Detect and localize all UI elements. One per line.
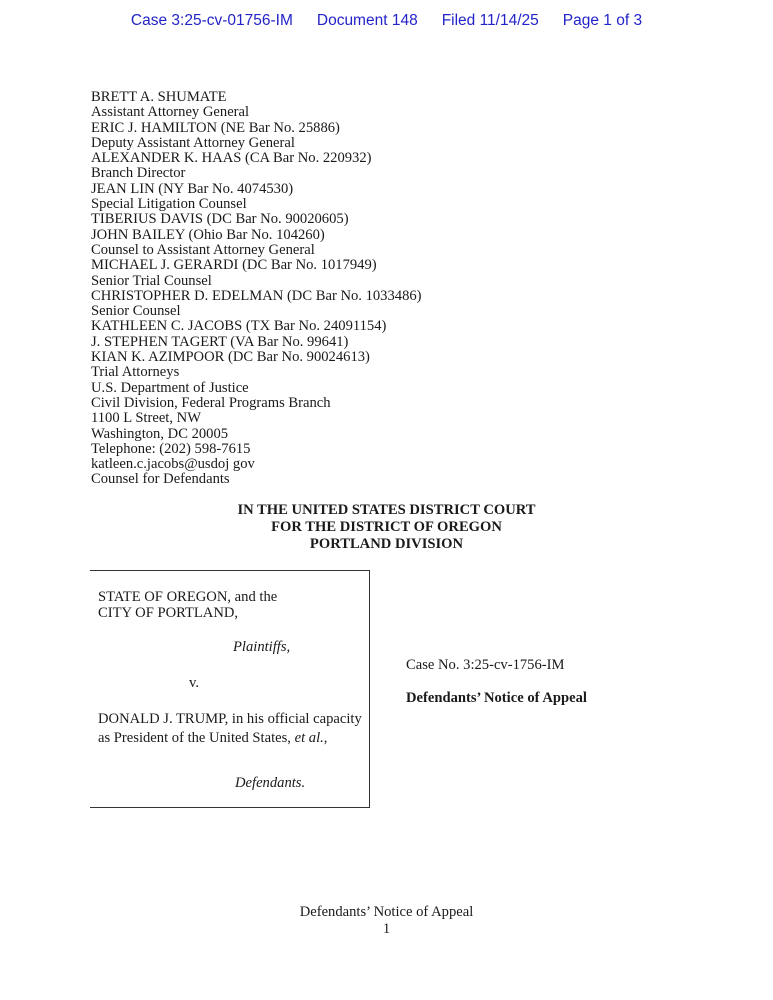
counsel-line: CHRISTOPHER D. EDELMAN (DC Bar No. 1033486): [91, 287, 422, 304]
defendants-label: Defendants.: [235, 775, 306, 791]
defendant-text: DONALD J. TRUMP, in his official capacity as President of the United States,: [98, 711, 362, 746]
plaintiff-line: CITY OF PORTLAND,: [98, 605, 239, 621]
counsel-line: Washington, DC 20005: [91, 425, 229, 442]
versus-label: v.: [189, 675, 199, 691]
case-caption-box: [90, 570, 370, 808]
counsel-line: JEAN LIN (NY Bar No. 4074530): [91, 180, 294, 197]
ecf-case-number: Case 3:25-cv-01756-IM: [130, 12, 293, 29]
counsel-line: KIAN K. AZIMPOOR (DC Bar No. 90024613): [91, 349, 370, 366]
case-number: Case No. 3:25-cv-1756-IM: [406, 657, 565, 673]
counsel-line: J. STEPHEN TAGERT (VA Bar No. 99641): [91, 333, 349, 350]
ecf-page-count: Page 1 of 3: [562, 12, 643, 29]
plaintiffs-label: Plaintiffs,: [233, 639, 291, 655]
et-al: et al.: [294, 730, 324, 746]
page-number: 1: [382, 921, 391, 937]
counsel-line: 1100 L Street, NW: [91, 410, 201, 427]
plaintiff-line: STATE OF OREGON, and the: [98, 589, 278, 605]
counsel-line: KATHLEEN C. JACOBS (TX Bar No. 24091154): [91, 318, 387, 335]
plaintiffs-names: [98, 589, 277, 621]
ecf-document-number: Document 148: [316, 12, 418, 29]
counsel-line: Branch Director: [91, 165, 186, 182]
counsel-line: JOHN BAILEY (Ohio Bar No. 104260): [91, 226, 325, 243]
court-caption: [0, 502, 773, 553]
counsel-line: Assistant Attorney General: [91, 104, 250, 121]
counsel-email: katleen.c.jacobs@usdoj gov: [91, 456, 255, 473]
footer-title: Defendants’ Notice of Appeal: [299, 904, 474, 920]
defendants-names: [98, 710, 366, 748]
counsel-line: Counsel to Assistant Attorney General: [91, 241, 315, 258]
counsel-line: U.S. Department of Justice: [91, 379, 249, 396]
counsel-line: ERIC J. HAMILTON (NE Bar No. 25886): [91, 119, 340, 136]
counsel-line: BRETT A. SHUMATE: [91, 89, 227, 105]
ecf-header: [0, 12, 773, 30]
document-title: Defendants’ Notice of Appeal: [406, 690, 587, 706]
counsel-line: Civil Division, Federal Programs Branch: [91, 394, 331, 411]
court-district-line: FOR THE DISTRICT OF OREGON: [271, 519, 502, 535]
counsel-line: Senior Trial Counsel: [91, 272, 212, 289]
counsel-line: Counsel for Defendants: [91, 471, 230, 488]
defendant-trailing: ,: [323, 730, 328, 746]
ecf-filed-date: Filed 11/14/25: [441, 12, 539, 29]
counsel-line: Special Litigation Counsel: [91, 196, 247, 213]
page-footer: [0, 904, 773, 938]
counsel-line: Deputy Assistant Attorney General: [91, 134, 295, 151]
counsel-line: MICHAEL J. GERARDI (DC Bar No. 1017949): [91, 257, 377, 274]
court-name-line: IN THE UNITED STATES DISTRICT COURT: [237, 502, 536, 518]
counsel-block: [91, 90, 422, 488]
court-division-line: PORTLAND DIVISION: [309, 536, 464, 552]
counsel-line: Telephone: (202) 598-7615: [91, 440, 251, 457]
counsel-line: Senior Counsel: [91, 303, 181, 320]
counsel-line: ALEXANDER K. HAAS (CA Bar No. 220932): [91, 150, 372, 167]
counsel-line: Trial Attorneys: [91, 364, 180, 381]
counsel-line: TIBERIUS DAVIS (DC Bar No. 90020605): [91, 211, 349, 228]
